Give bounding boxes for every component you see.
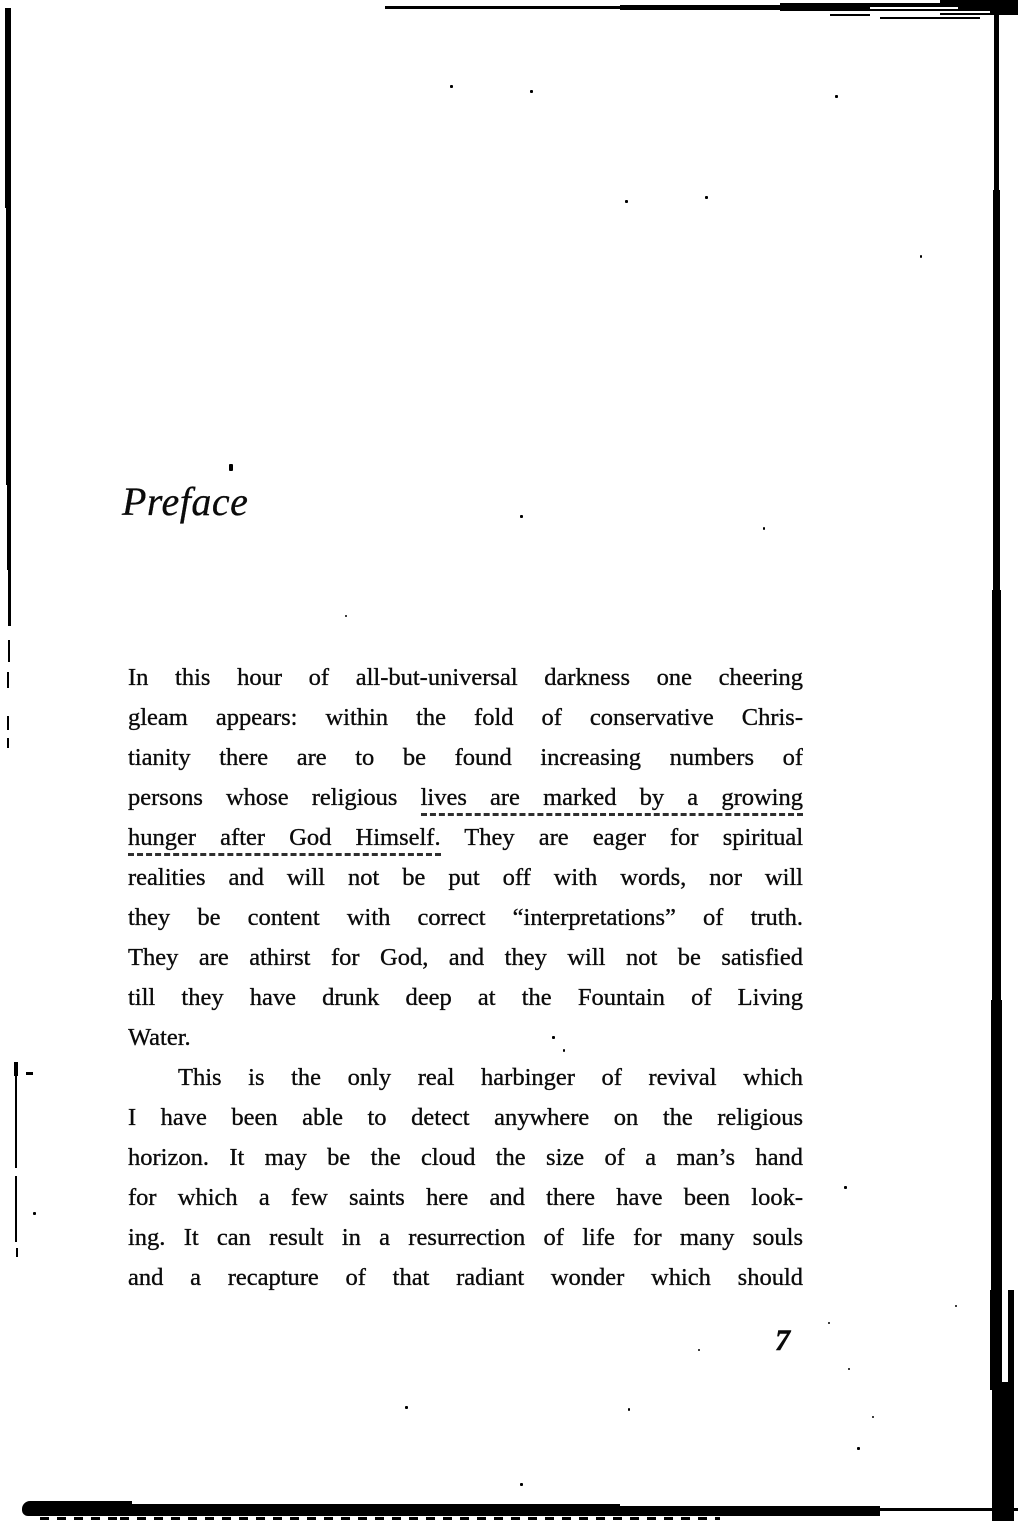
scan-speck: [450, 85, 453, 88]
scan-bottom-edge-dashes: [120, 1517, 720, 1520]
chapter-heading: Preface: [122, 479, 249, 524]
scan-right-edge-bar: [993, 190, 1000, 590]
scan-top-edge-streak: [830, 14, 870, 16]
scan-speck: [698, 1349, 700, 1351]
scan-left-edge-bar: [7, 480, 11, 570]
scan-bottom-edge-strip: [860, 1508, 1018, 1511]
pencil-underline: hunger after God Himself.: [128, 824, 441, 856]
scan-left-edge-dash: [7, 672, 9, 688]
scan-right-edge-bar: [992, 590, 1001, 1000]
text-line: hunger after God Himself. They are eager for spiritual: [128, 818, 803, 858]
scan-speck: [705, 196, 708, 199]
scan-bottom-edge-strip: [600, 1506, 880, 1516]
body-text: [128, 658, 803, 1298]
scan-right-edge-bar: [992, 1382, 1014, 1521]
scan-speck: [628, 1408, 630, 1411]
pencil-underline: lives are marked by a growing: [421, 784, 803, 816]
scan-left-edge-bar: [6, 205, 11, 485]
scan-speck: [835, 95, 838, 98]
scan-speck: [857, 1447, 860, 1450]
scan-speck: [530, 90, 533, 93]
text-line: till they have drunk deep at the Fountain of Living: [128, 984, 803, 1011]
scan-right-edge-bar: [958, 0, 1018, 10]
text-line: realities and will not be put off with words, nor will: [128, 864, 803, 891]
text-line: gleam appears: within the fold of conservative Chris-: [128, 704, 803, 731]
scan-left-margin-mark: [14, 1062, 18, 1076]
scan-speck: [345, 615, 347, 617]
text-line: they be content with correct “interpretations” of truth.: [128, 904, 803, 931]
text-line: This is the only real harbinger of revival which: [178, 1064, 803, 1091]
scan-bottom-edge-dashes: [40, 1517, 120, 1520]
page-number: 7: [775, 1324, 790, 1357]
scan-speck: [520, 1483, 523, 1486]
scan-right-edge-bar: [994, 8, 999, 198]
scan-speck: [844, 1186, 847, 1189]
scan-speck: [405, 1406, 408, 1409]
scan-top-edge-streak: [880, 17, 980, 19]
scan-speck: [33, 1212, 36, 1215]
text-line: persons whose religious lives are marked by a growing: [128, 778, 803, 818]
scan-right-edge-bar: [991, 1000, 1002, 1295]
scan-bottom-edge-strip: [60, 1504, 620, 1516]
scan-right-edge-bar: [990, 1290, 1002, 1390]
text-line: tianity there are to be found increasing numbers of: [128, 744, 803, 771]
scan-speck: [763, 527, 765, 530]
scan-speck: [955, 1305, 957, 1307]
text-line: They are athirst for God, and they will not be satisfied: [128, 944, 803, 971]
scan-speck: [920, 255, 922, 258]
scan-left-edge-dash: [8, 640, 10, 662]
scan-speck: [229, 464, 233, 471]
text-line: for which a few saints here and there have been look-: [128, 1184, 803, 1211]
paragraph: [128, 658, 803, 1058]
text-line: Water.: [128, 1024, 191, 1051]
scan-speck: [872, 1416, 874, 1418]
scan-speck: [848, 1368, 850, 1370]
scan-left-margin-mark: [15, 1176, 17, 1242]
scan-speck: [520, 515, 523, 518]
scan-left-edge-dash: [7, 716, 9, 730]
scan-left-margin-mark: [16, 1248, 18, 1257]
scan-speck: [828, 1322, 830, 1324]
text-line: horizon. It may be the cloud the size of a man’s hand: [128, 1144, 803, 1171]
scan-top-edge-gap: [905, 11, 990, 13]
scan-left-edge-dash: [7, 738, 9, 748]
scan-left-edge-bar: [8, 568, 11, 626]
text-line: I have been able to detect anywhere on the religious: [128, 1104, 803, 1131]
scan-left-margin-mark: [15, 1076, 17, 1168]
text-line: ing. It can result in a resurrection of life for many souls: [128, 1224, 803, 1251]
text-line: In this hour of all-but-universal darkness one cheering: [128, 664, 803, 691]
scan-left-margin-mark: [26, 1072, 33, 1075]
paragraph: [128, 1058, 803, 1298]
text-line: and a recapture of that radiant wonder which should: [128, 1264, 803, 1291]
scan-left-edge-bar: [5, 8, 11, 208]
scan-speck: [625, 200, 628, 203]
